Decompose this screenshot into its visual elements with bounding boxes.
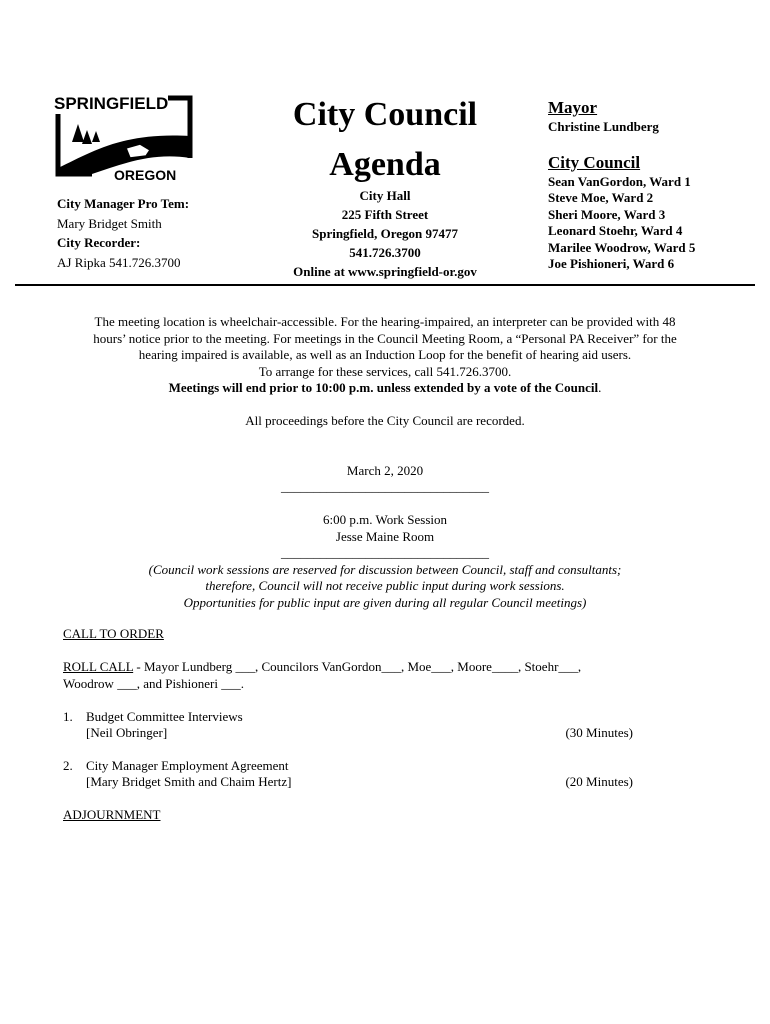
item-number: 2. bbox=[63, 757, 73, 773]
manager-name: Mary Bridget Smith bbox=[57, 215, 162, 231]
disclaimer-line: Opportunities for public input are given during all regular Council meetings) bbox=[183, 594, 587, 610]
manager-label: City Manager Pro Tem: bbox=[57, 196, 190, 211]
notice-line: hearing impaired is available, as well as an Induction Loop for the benefit of hearing aid users. bbox=[138, 347, 632, 362]
header-divider bbox=[15, 284, 755, 286]
meeting-notice bbox=[0, 314, 770, 611]
city-hall-address bbox=[260, 186, 510, 281]
roll-call-line-2: Woodrow ___, and Pishioneri ___. bbox=[63, 675, 244, 691]
separator-line: ________________________________ bbox=[281, 479, 489, 494]
agenda-header bbox=[0, 0, 770, 290]
website-line: Online at www.springfield-or.gov bbox=[293, 264, 477, 279]
item-duration: (20 Minutes) bbox=[565, 774, 633, 789]
item-presenter: [Neil Obringer] bbox=[86, 725, 168, 740]
recorded-notice: All proceedings before the City Council are recorded. bbox=[245, 413, 525, 428]
notice-line: The meeting location is wheelchair-accessible. For the hearing-impaired, an interpreter can be provided with 48 bbox=[94, 314, 676, 329]
item-duration: (30 Minutes) bbox=[565, 725, 633, 740]
address-line: Springfield, Oregon 97477 bbox=[311, 226, 459, 241]
councilor-name: Leonard Stoehr, Ward 4 bbox=[548, 223, 683, 238]
agenda-item bbox=[63, 709, 643, 742]
councilor-name: Joe Pishioneri, Ward 6 bbox=[548, 256, 675, 271]
councilor-name: Sean VanGordon, Ward 1 bbox=[548, 173, 691, 189]
meeting-time: 6:00 p.m. Work Session bbox=[322, 512, 448, 527]
recorder-label: City Recorder: bbox=[57, 235, 141, 250]
notice-line: To arrange for these services, call 541.726.3700. bbox=[258, 363, 512, 379]
end-time-notice: Meetings will end prior to 10:00 p.m. unless extended by a vote of the Council bbox=[168, 380, 599, 395]
address-line: 541.726.3700 bbox=[349, 245, 421, 260]
roll-call-line-1: - Mayor Lundberg ___, Councilors VanGordon___, Moe___, Moore____, Stoehr___, bbox=[133, 659, 582, 674]
meeting-room: Jesse Maine Room bbox=[335, 528, 435, 544]
title-line-1: City Council bbox=[292, 96, 478, 133]
council-heading: City Council bbox=[548, 152, 641, 172]
mayor-heading: Mayor bbox=[548, 98, 598, 117]
logo-top-text: SPRINGFIELD bbox=[54, 94, 169, 113]
item-title: Budget Committee Interviews bbox=[86, 708, 243, 724]
address-line: 225 Fifth Street bbox=[341, 207, 429, 222]
title-line-2: Agenda bbox=[329, 146, 441, 183]
call-to-order: CALL TO ORDER bbox=[63, 626, 164, 641]
item-title: City Manager Employment Agreement bbox=[86, 757, 289, 773]
meeting-date: March 2, 2020 bbox=[346, 462, 424, 478]
mayor-name: Christine Lundberg bbox=[548, 119, 659, 134]
agenda-items bbox=[63, 626, 643, 823]
disclaimer-line: therefore, Council will not receive public input during work sessions. bbox=[205, 578, 565, 593]
recorder-name: AJ Ripka 541.726.3700 bbox=[57, 254, 181, 270]
item-number: 1. bbox=[63, 708, 73, 724]
springfield-logo bbox=[52, 92, 194, 184]
end-time-period: . bbox=[598, 380, 602, 395]
councilor-name: Sheri Moore, Ward 3 bbox=[548, 206, 666, 222]
councilor-name: Marilee Woodrow, Ward 5 bbox=[548, 239, 696, 255]
agenda-item bbox=[63, 758, 643, 791]
roll-call-label: ROLL CALL bbox=[63, 659, 134, 674]
adjournment: ADJOURNMENT bbox=[63, 806, 161, 822]
councilor-name: Steve Moe, Ward 2 bbox=[548, 190, 654, 205]
address-line: City Hall bbox=[359, 188, 411, 203]
council-roster bbox=[548, 97, 695, 273]
disclaimer-line: (Council work sessions are reserved for discussion between Council, staff and consultants; bbox=[148, 561, 622, 577]
item-presenter: [Mary Bridget Smith and Chaim Hertz] bbox=[86, 774, 292, 789]
staff-info bbox=[57, 194, 189, 272]
logo-bottom-text: OREGON bbox=[114, 167, 177, 183]
separator-line: ________________________________ bbox=[281, 545, 489, 560]
notice-line: hours’ notice prior to the meeting. For meetings in the Council Meeting Room, a “Personal PA Receiver” for the bbox=[93, 330, 677, 346]
page-title bbox=[260, 90, 510, 190]
